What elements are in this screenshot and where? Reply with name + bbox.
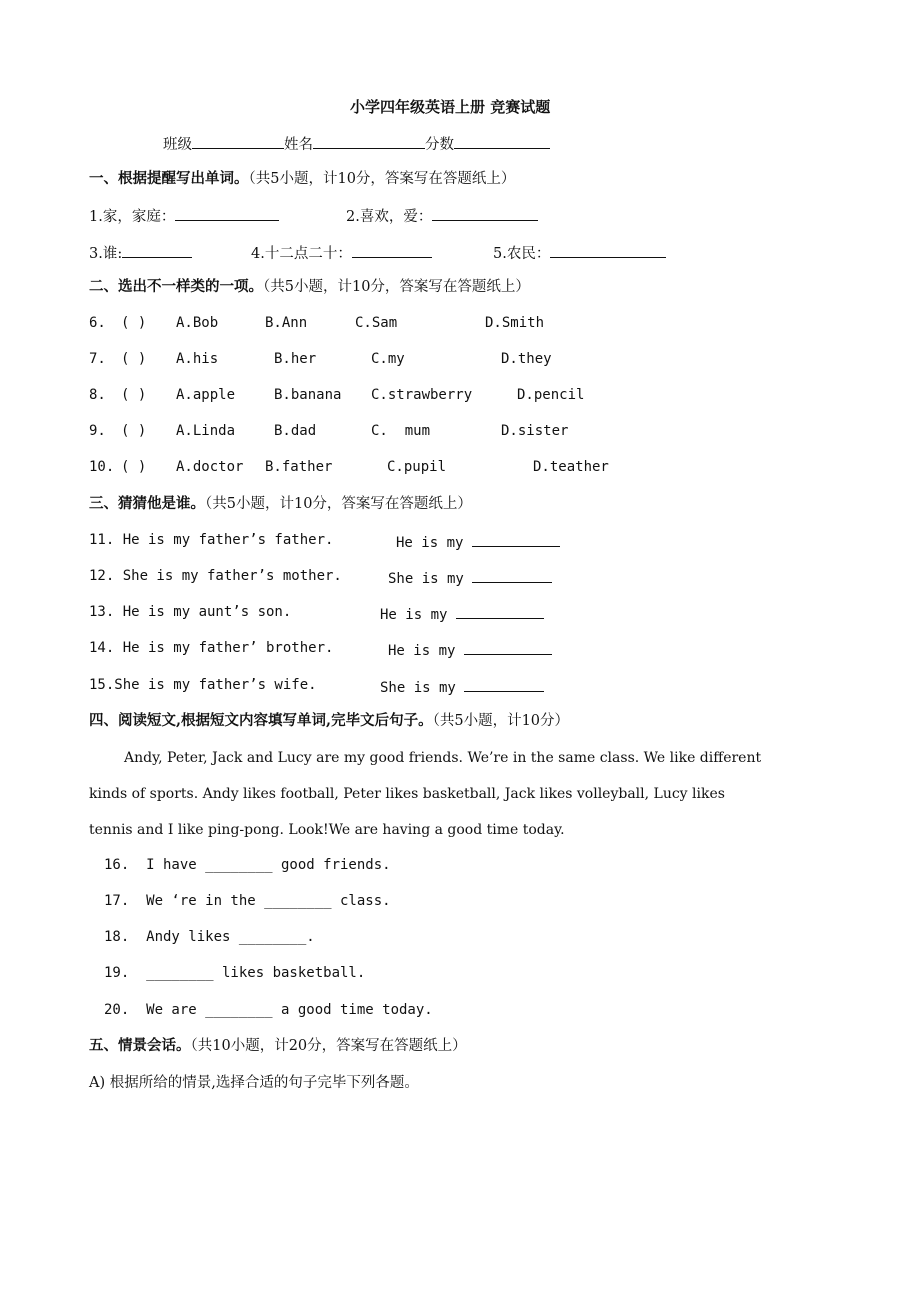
guess-13-question: 13. He is my aunt’s son. <box>89 604 292 620</box>
choice-9-b: B.dad <box>274 423 317 439</box>
choice-10-b: B.father <box>265 459 333 475</box>
choice-10-a: A.doctor <box>176 459 244 475</box>
section-4-note: （共5小题，计10分） <box>432 713 570 729</box>
choice-6-a: A.Bob <box>176 315 219 331</box>
section-1-title: 一、根据提醒写出单词。 <box>89 170 249 187</box>
choice-row-7-paren[interactable]: ( ) <box>121 351 147 367</box>
choice-row-8-paren[interactable]: ( ) <box>121 387 147 403</box>
choice-8-c: C.strawberry <box>371 387 473 403</box>
guess-11-question: 11. He is my father’s father. <box>89 532 334 548</box>
choice-row-9-paren[interactable]: ( ) <box>121 423 147 439</box>
question-5 <box>493 243 666 263</box>
choice-7-b: B.her <box>274 351 317 367</box>
guess-11-blank[interactable] <box>472 532 560 547</box>
reading-question-16: 16. I have ________ good friends. <box>104 857 391 873</box>
passage-line-1: Andy, Peter, Jack and Lucy are my good friends. We’re in the same class. We like different <box>124 750 762 766</box>
guess-14-question: 14. He is my father’ brother. <box>89 640 334 656</box>
choice-8-a: A.apple <box>176 387 236 403</box>
choice-6-d: D.Smith <box>485 315 545 331</box>
answer-2-blank[interactable] <box>432 206 538 221</box>
guess-15-answer <box>380 677 544 696</box>
score-field[interactable] <box>454 134 550 149</box>
name-label: 姓名 <box>284 137 313 153</box>
section-4-title: 四、阅读短文,根据短文内容填写单词,完毕文后句子。 <box>89 712 433 729</box>
choice-10-d: D.teather <box>533 459 609 475</box>
section-4-heading <box>89 712 569 730</box>
section-1-note: （共5小题，计10分，答案写在答题纸上） <box>248 171 516 187</box>
section-2-heading <box>89 278 530 296</box>
guess-14-answer <box>388 640 552 659</box>
choice-7-a: A.his <box>176 351 219 367</box>
choice-row-10-paren[interactable]: ( ) <box>121 459 147 475</box>
guess-12-blank[interactable] <box>472 568 552 583</box>
name-field[interactable] <box>313 134 425 149</box>
choice-6-c: C.Sam <box>355 315 398 331</box>
section-5-part-a: A) 根据所给的情景,选择合适的句子完毕下列各题。 <box>89 1075 419 1091</box>
choice-9-d: D.sister <box>501 423 569 439</box>
choice-row-6-num: 6. <box>89 315 106 331</box>
answer-5-blank[interactable] <box>550 243 666 258</box>
choice-10-c: C.pupil <box>387 459 447 475</box>
guess-11-answer <box>396 532 560 551</box>
section-2-note: （共5小题，计10分，答案写在答题纸上） <box>263 279 530 295</box>
section-3-heading <box>89 495 472 513</box>
choice-7-d: D.they <box>501 351 552 367</box>
guess-15-prompt: She is my <box>380 680 456 696</box>
choice-row-10-num: 10. <box>89 459 115 475</box>
choice-9-c: C. mum <box>371 423 431 439</box>
guess-14-prompt: He is my <box>388 643 456 659</box>
choice-row-9-num: 9. <box>89 423 106 439</box>
question-2-text: 2.喜欢，爱： <box>346 209 433 225</box>
question-1-text: 1.家，家庭： <box>89 209 176 225</box>
info-line <box>163 134 550 154</box>
guess-13-answer <box>380 604 544 623</box>
class-label: 班级 <box>163 137 192 153</box>
choice-8-b: B.banana <box>274 387 342 403</box>
choice-7-c: C.my <box>371 351 405 367</box>
class-field[interactable] <box>192 134 284 149</box>
section-1-heading <box>89 170 515 188</box>
choice-6-b: B.Ann <box>265 315 308 331</box>
guess-14-blank[interactable] <box>464 640 552 655</box>
guess-13-prompt: He is my <box>380 607 448 623</box>
passage-line-3: tennis and I like ping-pong. Look!We are having a good time today. <box>89 822 565 838</box>
score-label: 分数 <box>425 137 454 153</box>
choice-8-d: D.pencil <box>517 387 585 403</box>
guess-11-prompt: He is my <box>396 535 464 551</box>
section-2-title: 二、选出不一样类的一项。 <box>89 278 263 295</box>
reading-question-18: 18. Andy likes ________. <box>104 929 315 945</box>
question-5-text: 5.农民： <box>493 246 551 262</box>
guess-15-question: 15.She is my father’s wife. <box>89 677 317 693</box>
guess-12-question: 12. She is my father’s mother. <box>89 568 342 584</box>
passage-line-2: kinds of sports. Andy likes football, Peter likes basketball, Jack likes volleyball, Lucy likes <box>89 786 725 802</box>
answer-3-blank[interactable] <box>122 243 192 258</box>
question-2 <box>346 206 538 226</box>
question-3 <box>89 243 192 263</box>
guess-13-blank[interactable] <box>456 604 544 619</box>
section-5-heading <box>89 1037 467 1055</box>
question-4 <box>251 243 432 263</box>
guess-12-prompt: She is my <box>388 571 464 587</box>
choice-row-6-paren[interactable]: ( ) <box>121 315 147 331</box>
choice-9-a: A.Linda <box>176 423 236 439</box>
question-4-text: 4.十二点二十： <box>251 246 352 262</box>
section-3-title: 三、猜猜他是谁。 <box>89 495 205 512</box>
answer-1-blank[interactable] <box>175 206 279 221</box>
guess-15-blank[interactable] <box>464 677 544 692</box>
guess-12-answer <box>388 568 552 587</box>
reading-question-19: 19. ________ likes basketball. <box>104 965 366 981</box>
reading-question-17: 17. We ‘re in the ________ class. <box>104 893 391 909</box>
question-1 <box>89 206 279 226</box>
answer-4-blank[interactable] <box>352 243 432 258</box>
page-title: 小学四年级英语上册 竞赛试题 <box>350 98 551 116</box>
choice-row-7-num: 7. <box>89 351 106 367</box>
reading-question-20: 20. We are ________ a good time today. <box>104 1002 433 1018</box>
question-3-text: 3.谁: <box>89 246 123 262</box>
choice-row-8-num: 8. <box>89 387 106 403</box>
section-5-note: （共10小题，计20分，答案写在答题纸上） <box>190 1038 467 1054</box>
section-5-title: 五、情景会话。 <box>89 1037 191 1054</box>
section-3-note: （共5小题，计10分，答案写在答题纸上） <box>205 496 472 512</box>
